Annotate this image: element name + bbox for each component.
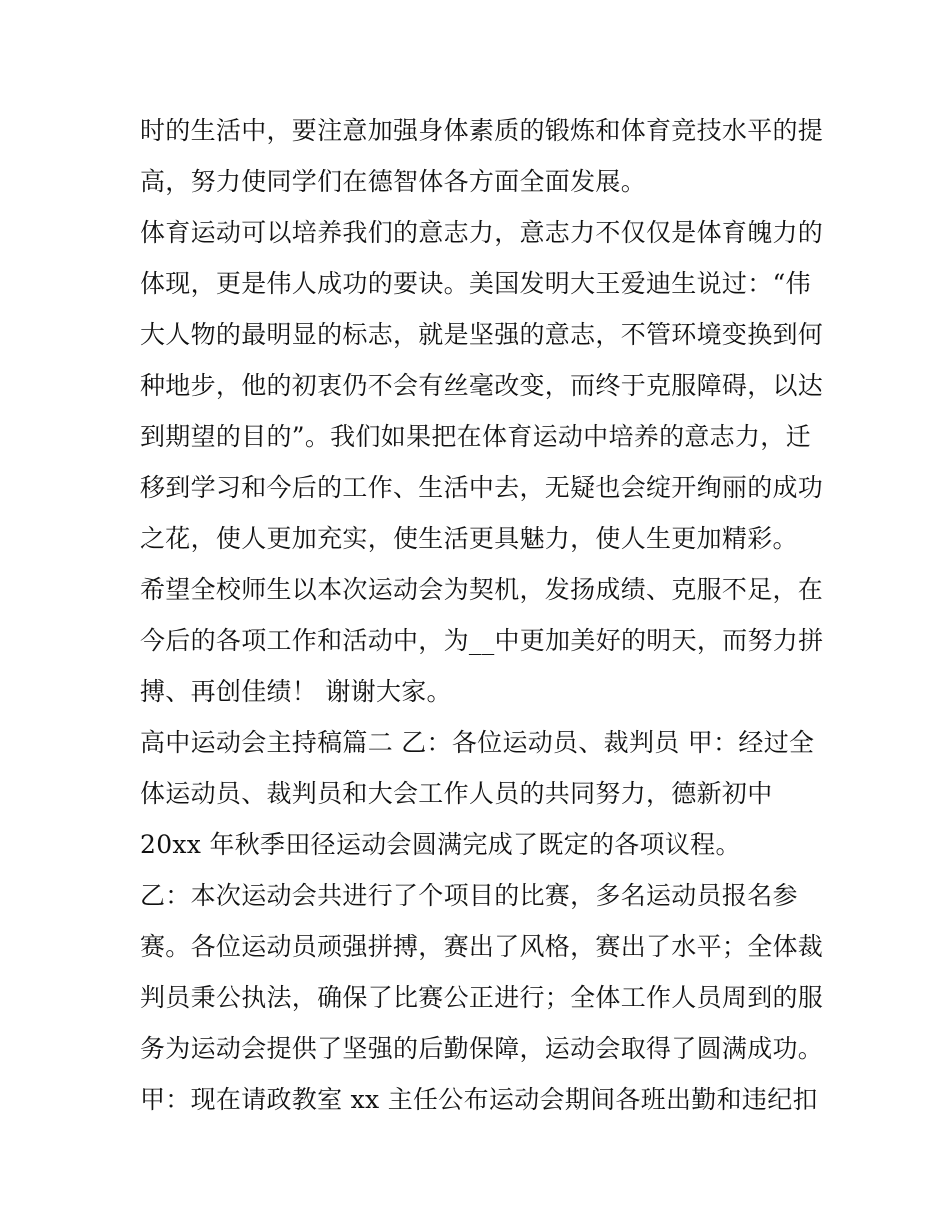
text-line-20: 甲：现在请政教室 xx 主任公布运动会期间各班出勤和违纪扣 [140, 1085, 818, 1114]
text-line-14: 体运动员、裁判员和大会工作人员的共同努力，德新初中 [140, 779, 773, 808]
text-line-4: 体现，更是伟人成功的要诀。美国发明大王爱迪生说过：“伟 [140, 269, 811, 298]
text-line-7: 到期望的目的”。我们如果把在体育运动中培养的意志力，迁 [140, 422, 811, 451]
text-line-5: 大人物的最明显的标志，就是坚强的意志，不管环境变换到何 [140, 320, 824, 349]
text-line-8: 移到学习和今后的工作、生活中去，无疑也会绽开绚丽的成功 [140, 473, 824, 502]
text-line-12: 搏、再创佳绩！ 谢谢大家。 [140, 677, 452, 706]
text-line-19: 务为运动会提供了坚强的后勤保障，运动会取得了圆满成功。 [140, 1034, 824, 1063]
text-line-2: 高，努力使同学们在德智体各方面全面发展。 [140, 167, 647, 196]
text-line-9: 之花，使人更加充实，使生活更具魅力，使人生更加精彩。 [140, 524, 798, 553]
text-line-1: 时的生活中，要注意加强身体素质的锻炼和体育竞技水平的提 [140, 116, 824, 145]
text-line-18: 判员秉公执法，确保了比赛公正进行；全体工作人员周到的服 [140, 983, 824, 1012]
document-body [140, 105, 824, 1125]
text-line-6: 种地步，他的初衷仍不会有丝毫改变，而终于克服障碍，以达 [140, 371, 824, 400]
text-line-13: 高中运动会主持稿篇二 乙：各位运动员、裁判员 甲：经过全 [140, 728, 815, 757]
text-line-3: 体育运动可以培养我们的意志力，意志力不仅仅是体育魄力的 [140, 218, 824, 247]
text-line-17: 赛。各位运动员顽强拼搏，赛出了风格，赛出了水平；全体裁 [140, 932, 824, 961]
text-line-10: 希望全校师生以本次运动会为契机，发扬成绩、克服不足，在 [140, 575, 824, 604]
text-line-16: 乙：本次运动会共进行了个项目的比赛，多名运动员报名参 [140, 881, 798, 910]
text-line-11: 今后的各项工作和活动中，为__中更加美好的明天，而努力拼 [140, 626, 824, 655]
text-line-15: 20xx 年秋季田径运动会圆满完成了既定的各项议程。 [140, 830, 741, 859]
